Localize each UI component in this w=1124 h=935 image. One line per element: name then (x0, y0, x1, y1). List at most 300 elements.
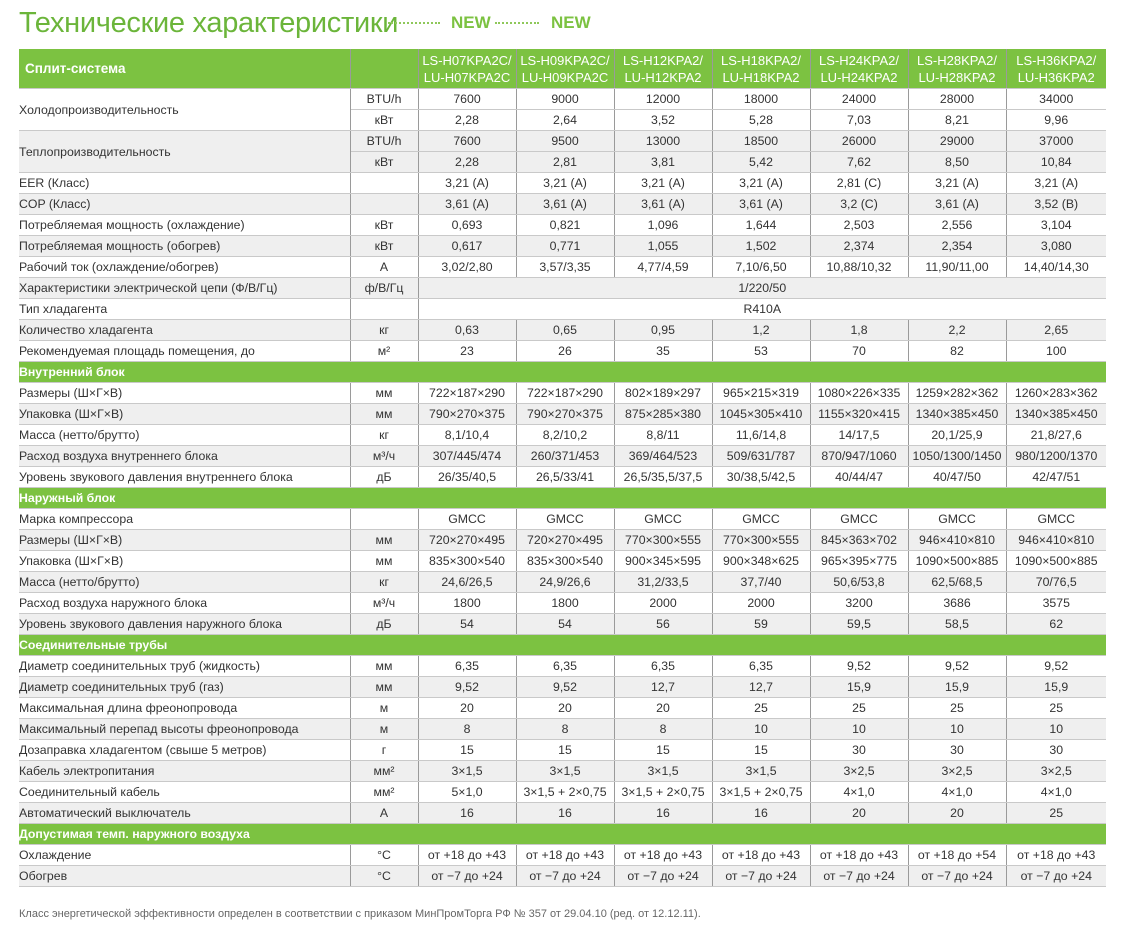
value-cell: 1260×283×362 (1006, 383, 1106, 404)
parameter-label: EER (Класс) (19, 173, 350, 194)
parameter-label: Марка компрессора (19, 509, 350, 530)
value-cell: 509/631/787 (712, 446, 810, 467)
parameter-label: Масса (нетто/брутто) (19, 425, 350, 446)
parameter-label: COP (Класс) (19, 194, 350, 215)
unit-cell: мм (350, 677, 418, 698)
table-row (19, 194, 1106, 215)
value-cell: 3×1,5 + 2×0,75 (614, 782, 712, 803)
value-cell: 0,65 (516, 320, 614, 341)
value-cell: 10,88/10,32 (810, 257, 908, 278)
value-cell: 1050/1300/1450 (908, 446, 1006, 467)
value-cell: 2,556 (908, 215, 1006, 236)
parameter-label: Размеры (Ш×Г×В) (19, 530, 350, 551)
value-cell: 15 (516, 740, 614, 761)
parameter-label: Обогрев (19, 866, 350, 887)
footnote: Класс энергетической эффективности определен в соответствии с приказом МинПромТорга РФ № 357 от 29.04.10 (ред. от 12.12.11). (19, 908, 701, 920)
unit-cell: мм (350, 530, 418, 551)
table-header-row (19, 49, 1106, 89)
section-header-row (19, 824, 1106, 845)
value-cell: 30 (908, 740, 1006, 761)
table-row (19, 761, 1106, 782)
value-cell: 3×2,5 (1006, 761, 1106, 782)
value-cell: 2,503 (810, 215, 908, 236)
value-cell: 946×410×810 (1006, 530, 1106, 551)
value-cell: 24,9/26,6 (516, 572, 614, 593)
parameter-label: Диаметр соединительных труб (жидкость) (19, 656, 350, 677)
value-cell: 25 (1006, 698, 1106, 719)
value-cell: 3,104 (1006, 215, 1106, 236)
table-row (19, 530, 1106, 551)
unit-cell: м³/ч (350, 446, 418, 467)
value-cell: 58,5 (908, 614, 1006, 635)
value-cell: 1259×282×362 (908, 383, 1006, 404)
section-header-row (19, 362, 1106, 383)
value-cell: от +18 до +43 (614, 845, 712, 866)
value-cell: 946×410×810 (908, 530, 1006, 551)
value-cell: 2,374 (810, 236, 908, 257)
value-cell: 0,693 (418, 215, 516, 236)
value-cell: GMCC (712, 509, 810, 530)
value-cell: 3×1,5 + 2×0,75 (712, 782, 810, 803)
parameter-label: Охлаждение (19, 845, 350, 866)
parameter-label: Максимальный перепад высоты фреонопровода (19, 719, 350, 740)
table-row (19, 341, 1106, 362)
unit-cell: кВт (350, 215, 418, 236)
value-cell: 2,81 (516, 152, 614, 173)
parameter-label: Холодопроизводительность (19, 89, 350, 131)
value-cell: 9500 (516, 131, 614, 152)
value-cell: 18500 (712, 131, 810, 152)
table-row (19, 782, 1106, 803)
value-cell: 0,821 (516, 215, 614, 236)
value-cell: 2000 (712, 593, 810, 614)
table-row (19, 404, 1106, 425)
value-cell: 42/47/51 (1006, 467, 1106, 488)
unit-cell: BTU/h (350, 131, 418, 152)
value-cell: 7,03 (810, 110, 908, 131)
unit-cell (350, 299, 418, 320)
value-cell: 4×1,0 (908, 782, 1006, 803)
value-cell: 20 (516, 698, 614, 719)
parameter-label: Потребляемая мощность (обогрев) (19, 236, 350, 257)
value-cell: 3,61 (A) (908, 194, 1006, 215)
dotted-divider (388, 22, 440, 24)
unit-cell: °С (350, 866, 418, 887)
value-cell: GMCC (516, 509, 614, 530)
value-cell: 26,5/33/41 (516, 467, 614, 488)
value-cell: 980/1200/1370 (1006, 446, 1106, 467)
table-row (19, 467, 1106, 488)
value-cell: 3,21 (A) (516, 173, 614, 194)
value-cell: GMCC (1006, 509, 1106, 530)
table-row (19, 803, 1106, 824)
table-row (19, 278, 1106, 299)
value-cell: 100 (1006, 341, 1106, 362)
table-row (19, 383, 1106, 404)
value-cell: 62 (1006, 614, 1106, 635)
unit-cell: А (350, 803, 418, 824)
value-cell: 40/47/50 (908, 467, 1006, 488)
unit-cell: дБ (350, 614, 418, 635)
value-cell: 3×1,5 (418, 761, 516, 782)
value-cell: 0,63 (418, 320, 516, 341)
value-cell: 24000 (810, 89, 908, 110)
value-cell: 7600 (418, 89, 516, 110)
value-cell: 870/947/1060 (810, 446, 908, 467)
value-cell: 31,2/33,5 (614, 572, 712, 593)
value-cell: 14/17,5 (810, 425, 908, 446)
page-title: Технические характеристики (19, 7, 399, 39)
unit-cell: кг (350, 572, 418, 593)
parameter-label: Уровень звукового давления внутреннего блока (19, 467, 350, 488)
section-title: Соединительные трубы (19, 635, 1106, 656)
value-cell: 9000 (516, 89, 614, 110)
value-cell: 29000 (908, 131, 1006, 152)
value-cell: 20 (908, 803, 1006, 824)
value-cell: 9,52 (1006, 656, 1106, 677)
value-cell: 2,28 (418, 152, 516, 173)
unit-cell: г (350, 740, 418, 761)
parameter-label: Характеристики электрической цепи (Ф/В/Гц) (19, 278, 350, 299)
parameter-label: Размеры (Ш×Г×В) (19, 383, 350, 404)
value-cell: 0,95 (614, 320, 712, 341)
unit-cell: мм² (350, 761, 418, 782)
value-cell: 1340×385×450 (1006, 404, 1106, 425)
value-cell: 770×300×555 (614, 530, 712, 551)
value-cell: 3,61 (A) (712, 194, 810, 215)
value-cell: 12000 (614, 89, 712, 110)
value-cell: от +18 до +43 (1006, 845, 1106, 866)
value-cell: 59 (712, 614, 810, 635)
value-cell: 1155×320×415 (810, 404, 908, 425)
table-row (19, 593, 1106, 614)
value-cell: 54 (516, 614, 614, 635)
value-cell: 1090×500×885 (908, 551, 1006, 572)
value-cell: 3,61 (A) (614, 194, 712, 215)
value-cell: 3×1,5 (712, 761, 810, 782)
value-cell: 835×300×540 (516, 551, 614, 572)
table-row (19, 131, 1106, 152)
value-cell: 1,502 (712, 236, 810, 257)
value-cell: 10,84 (1006, 152, 1106, 173)
model-name-line: LS-H07KPA2C/ (422, 52, 512, 68)
value-cell: 3,81 (614, 152, 712, 173)
value-cell: 15,9 (908, 677, 1006, 698)
unit-cell: кВт (350, 236, 418, 257)
value-cell: 722×187×290 (516, 383, 614, 404)
model-name-line: LS-H36KPA2/ (1016, 52, 1097, 68)
value-cell: 8,50 (908, 152, 1006, 173)
value-cell: 3,02/2,80 (418, 257, 516, 278)
value-cell: 965×395×775 (810, 551, 908, 572)
value-cell: 1,096 (614, 215, 712, 236)
model-header (810, 49, 908, 89)
value-cell: 40/44/47 (810, 467, 908, 488)
value-cell: 307/445/474 (418, 446, 516, 467)
value-cell: 845×363×702 (810, 530, 908, 551)
value-cell: 50,6/53,8 (810, 572, 908, 593)
unit-cell: мм (350, 404, 418, 425)
value-cell: 20 (810, 803, 908, 824)
table-row (19, 425, 1106, 446)
value-cell: 30/38,5/42,5 (712, 467, 810, 488)
model-name-line: LU-H36KPA2 (1017, 69, 1095, 85)
parameter-label: Упаковка (Ш×Г×В) (19, 551, 350, 572)
value-cell: от −7 до +24 (810, 866, 908, 887)
value-cell: 3686 (908, 593, 1006, 614)
new-badge: NEW (451, 13, 491, 32)
unit-cell: мм (350, 383, 418, 404)
value-cell: 790×270×375 (516, 404, 614, 425)
value-cell: 3,2 (C) (810, 194, 908, 215)
value-cell: 10 (712, 719, 810, 740)
model-name-line: LS-H09KPA2C/ (520, 52, 610, 68)
value-cell: 0,617 (418, 236, 516, 257)
parameter-label: Дозаправка хладагентом (свыше 5 метров) (19, 740, 350, 761)
unit-cell: кВт (350, 152, 418, 173)
value-cell: 1090×500×885 (1006, 551, 1106, 572)
unit-cell: ф/В/Гц (350, 278, 418, 299)
value-cell: 12,7 (614, 677, 712, 698)
section-header-row (19, 488, 1106, 509)
value-cell: 2,81 (C) (810, 173, 908, 194)
model-header (908, 49, 1006, 89)
value-cell: 34000 (1006, 89, 1106, 110)
value-cell: 8,2/10,2 (516, 425, 614, 446)
value-cell: 4×1,0 (1006, 782, 1106, 803)
value-cell: 1080×226×335 (810, 383, 908, 404)
header-label: Сплит-система (19, 49, 350, 89)
value-cell: 3×1,5 (614, 761, 712, 782)
value-cell: 20 (614, 698, 712, 719)
value-cell: 3,61 (A) (418, 194, 516, 215)
value-cell: 56 (614, 614, 712, 635)
value-cell: 3,080 (1006, 236, 1106, 257)
value-cell: 20,1/25,9 (908, 425, 1006, 446)
value-cell: 70 (810, 341, 908, 362)
value-cell: 875×285×380 (614, 404, 712, 425)
value-cell: 965×215×319 (712, 383, 810, 404)
table-row (19, 572, 1106, 593)
value-cell: 15 (614, 740, 712, 761)
value-cell: 16 (614, 803, 712, 824)
table-row (19, 719, 1106, 740)
value-cell: 6,35 (712, 656, 810, 677)
unit-cell: кг (350, 320, 418, 341)
table-row (19, 509, 1106, 530)
value-cell: 1800 (516, 593, 614, 614)
parameter-label: Расход воздуха внутреннего блока (19, 446, 350, 467)
section-header-row (19, 635, 1106, 656)
unit-cell (350, 509, 418, 530)
value-cell: 30 (810, 740, 908, 761)
value-cell: 900×348×625 (712, 551, 810, 572)
value-cell: 1,8 (810, 320, 908, 341)
table-row (19, 740, 1106, 761)
value-cell: 260/371/453 (516, 446, 614, 467)
value-cell: 1045×305×410 (712, 404, 810, 425)
value-cell: от −7 до +24 (1006, 866, 1106, 887)
table-row (19, 446, 1106, 467)
value-cell: 54 (418, 614, 516, 635)
model-name-line: LU-H24KPA2 (820, 69, 898, 85)
value-cell: 3,21 (A) (712, 173, 810, 194)
unit-cell: дБ (350, 467, 418, 488)
table-row (19, 215, 1106, 236)
unit-cell: м (350, 719, 418, 740)
unit-cell: м² (350, 341, 418, 362)
value-cell: от +18 до +43 (712, 845, 810, 866)
value-cell: 12,7 (712, 677, 810, 698)
value-cell: 16 (712, 803, 810, 824)
table-row (19, 656, 1106, 677)
value-cell: 6,35 (516, 656, 614, 677)
value-cell: 8,1/10,4 (418, 425, 516, 446)
value-cell: 9,52 (516, 677, 614, 698)
section-title: Наружный блок (19, 488, 1106, 509)
parameter-label: Тип хладагента (19, 299, 350, 320)
value-cell: R410A (418, 299, 1106, 320)
unit-cell: м³/ч (350, 593, 418, 614)
model-name-line: LU-H09KPA2C (521, 69, 609, 85)
value-cell: 2,354 (908, 236, 1006, 257)
value-cell: 1/220/50 (418, 278, 1106, 299)
parameter-label: Теплопроизводительность (19, 131, 350, 173)
value-cell: 21,8/27,6 (1006, 425, 1106, 446)
value-cell: 802×189×297 (614, 383, 712, 404)
value-cell: 5,28 (712, 110, 810, 131)
value-cell: GMCC (908, 509, 1006, 530)
parameter-label: Потребляемая мощность (охлаждение) (19, 215, 350, 236)
value-cell: 3,21 (A) (614, 173, 712, 194)
value-cell: 1800 (418, 593, 516, 614)
dotted-divider (495, 22, 539, 24)
parameter-label: Рекомендуемая площадь помещения, до (19, 341, 350, 362)
value-cell: 0,771 (516, 236, 614, 257)
value-cell: 26,5/35,5/37,5 (614, 467, 712, 488)
value-cell: 790×270×375 (418, 404, 516, 425)
parameter-label: Диаметр соединительных труб (газ) (19, 677, 350, 698)
value-cell: от −7 до +24 (712, 866, 810, 887)
value-cell: 2,28 (418, 110, 516, 131)
unit-cell: кВт (350, 110, 418, 131)
value-cell: 369/464/523 (614, 446, 712, 467)
value-cell: 3,52 (614, 110, 712, 131)
table-row (19, 845, 1106, 866)
value-cell: 10 (1006, 719, 1106, 740)
header-unit-cell (350, 49, 418, 89)
model-header (614, 49, 712, 89)
value-cell: от +18 до +43 (516, 845, 614, 866)
model-name-line: LU-H18KPA2 (722, 69, 800, 85)
value-cell: от −7 до +24 (516, 866, 614, 887)
value-cell: 10 (810, 719, 908, 740)
parameter-label: Соединительный кабель (19, 782, 350, 803)
value-cell: 770×300×555 (712, 530, 810, 551)
value-cell: 900×345×595 (614, 551, 712, 572)
value-cell: 2000 (614, 593, 712, 614)
value-cell: 15,9 (810, 677, 908, 698)
value-cell: 3575 (1006, 593, 1106, 614)
value-cell: 3,21 (A) (418, 173, 516, 194)
parameter-label: Масса (нетто/брутто) (19, 572, 350, 593)
model-header (1006, 49, 1106, 89)
value-cell: 30 (1006, 740, 1106, 761)
parameter-label: Автоматический выключатель (19, 803, 350, 824)
value-cell: 3×1,5 (516, 761, 614, 782)
table-row (19, 257, 1106, 278)
table-row (19, 677, 1106, 698)
table-row (19, 551, 1106, 572)
table-row (19, 320, 1106, 341)
value-cell: 23 (418, 341, 516, 362)
parameter-label: Количество хладагента (19, 320, 350, 341)
spec-table (19, 49, 1106, 887)
value-cell: GMCC (418, 509, 516, 530)
unit-cell: кг (350, 425, 418, 446)
value-cell: 11,6/14,8 (712, 425, 810, 446)
value-cell: от +18 до +43 (810, 845, 908, 866)
section-title: Внутренний блок (19, 362, 1106, 383)
table-row (19, 236, 1106, 257)
table-row (19, 698, 1106, 719)
value-cell: 7,62 (810, 152, 908, 173)
value-cell: 14,40/14,30 (1006, 257, 1106, 278)
unit-cell: мм (350, 551, 418, 572)
value-cell: 37,7/40 (712, 572, 810, 593)
value-cell: 9,96 (1006, 110, 1106, 131)
value-cell: 3200 (810, 593, 908, 614)
unit-cell: A (350, 257, 418, 278)
value-cell: 70/76,5 (1006, 572, 1106, 593)
value-cell: 5×1,0 (418, 782, 516, 803)
model-header (418, 49, 516, 89)
model-name-line: LU-H12KPA2 (624, 69, 702, 85)
value-cell: 720×270×495 (418, 530, 516, 551)
value-cell: 15,9 (1006, 677, 1106, 698)
unit-cell: мм² (350, 782, 418, 803)
value-cell: 9,52 (418, 677, 516, 698)
value-cell: 15 (712, 740, 810, 761)
value-cell: 18000 (712, 89, 810, 110)
value-cell: 24,6/26,5 (418, 572, 516, 593)
value-cell: 720×270×495 (516, 530, 614, 551)
value-cell: 16 (418, 803, 516, 824)
value-cell: 25 (908, 698, 1006, 719)
value-cell: 8,8/11 (614, 425, 712, 446)
model-name-line: LS-H18KPA2/ (721, 52, 801, 68)
model-name-line: LS-H24KPA2/ (819, 52, 899, 68)
value-cell: 3×2,5 (810, 761, 908, 782)
value-cell: 9,52 (810, 656, 908, 677)
section-title: Допустимая темп. наружного воздуха (19, 824, 1106, 845)
parameter-label: Максимальная длина фреонопровода (19, 698, 350, 719)
value-cell: 3,21 (A) (1006, 173, 1106, 194)
unit-cell (350, 173, 418, 194)
value-cell: 8 (614, 719, 712, 740)
table-row (19, 614, 1106, 635)
value-cell: 16 (516, 803, 614, 824)
value-cell: 1340×385×450 (908, 404, 1006, 425)
value-cell: 25 (810, 698, 908, 719)
value-cell: 6,35 (614, 656, 712, 677)
unit-cell: мм (350, 656, 418, 677)
value-cell: 59,5 (810, 614, 908, 635)
value-cell: от +18 до +54 (908, 845, 1006, 866)
value-cell: 3,57/3,35 (516, 257, 614, 278)
value-cell: 37000 (1006, 131, 1106, 152)
value-cell: 722×187×290 (418, 383, 516, 404)
